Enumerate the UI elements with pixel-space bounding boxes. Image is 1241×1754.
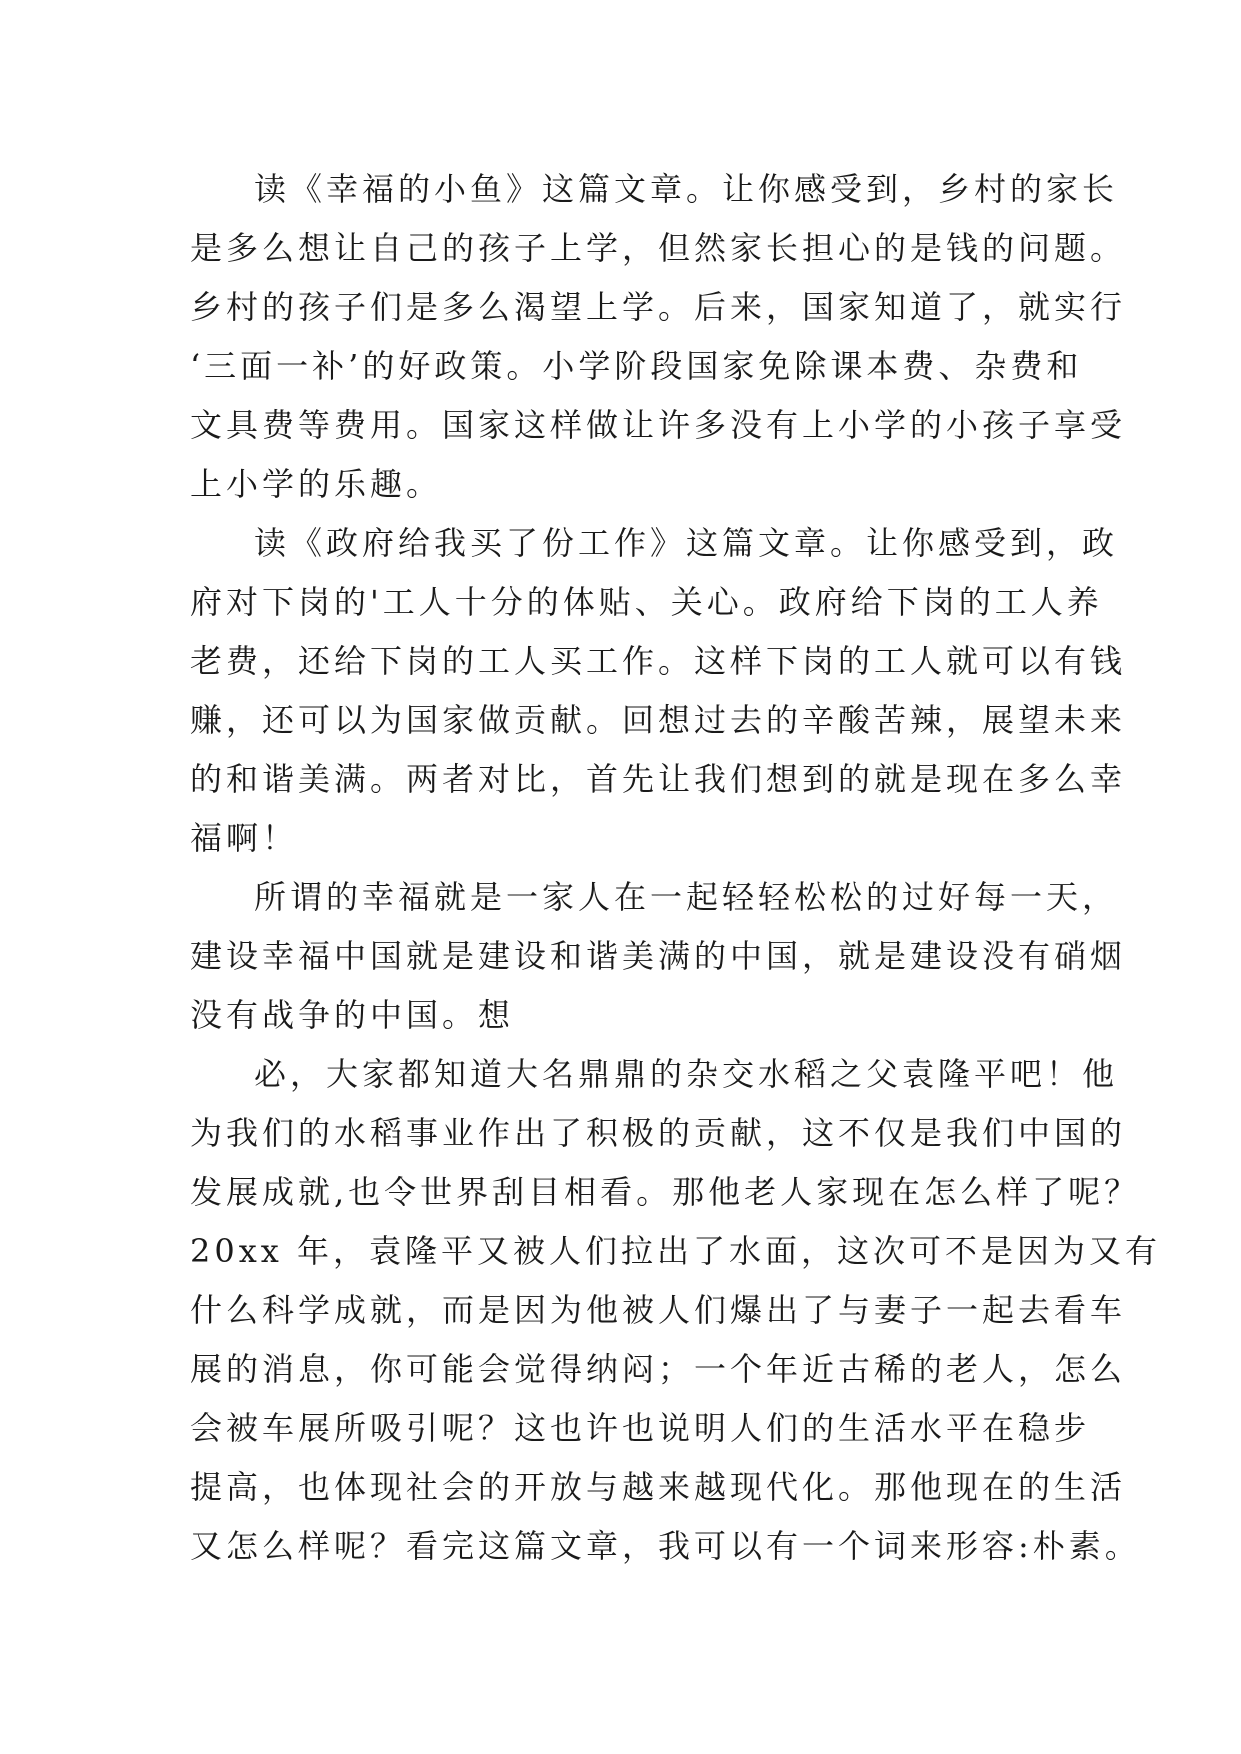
paragraph-4 — [190, 1045, 1161, 1576]
text-line: 建设幸福中国就是建设和谐美满的中国，就是建设没有硝烟 — [190, 937, 1127, 975]
text-line: 必，大家都知道大名鼎鼎的杂交水稻之父袁隆平吧！他 — [254, 1055, 1119, 1093]
text-line: 乡村的孩子们是多么渴望上学。后来，国家知道了，就实行 — [190, 288, 1127, 326]
text-line: 的和谐美满。两者对比，首先让我们想到的就是现在多么幸 — [190, 760, 1127, 798]
text-line: 提高，也体现社会的开放与越来越现代化。那他现在的生活 — [190, 1468, 1127, 1506]
text-line: 老费，还给下岗的工人买工作。这样下岗的工人就可以有钱 — [190, 642, 1127, 680]
text-line: 发展成就,也令世界刮目相看。那他老人家现在怎么样了呢？ — [190, 1173, 1141, 1211]
text-line: 会被车展所吸引呢？这也许也说明人们的生活水平在稳步 — [190, 1409, 1091, 1447]
text-line: 为我们的水稻事业作出了积极的贡献，这不仅是我们中国的 — [190, 1114, 1127, 1152]
text-line: 福啊！ — [190, 819, 299, 857]
text-line: 20xx 年，袁隆平又被人们拉出了水面，这次可不是因为又有 — [190, 1232, 1161, 1270]
text-line: 是多么想让自己的孩子上学，但然家长担心的是钱的问题。 — [190, 229, 1127, 267]
text-line: ‘三面一补’的好政策。小学阶段国家免除课本费、杂费和 — [190, 347, 1083, 385]
text-line: 上小学的乐趣。 — [190, 465, 443, 503]
text-line: 文具费等费用。国家这样做让许多没有上小学的小孩子享受 — [190, 406, 1127, 444]
text-line: 府对下岗的'工人十分的体贴、关心。政府给下岗的工人养 — [190, 583, 1103, 621]
text-line: 什么科学成就，而是因为他被人们爆出了与妻子一起去看车 — [190, 1291, 1127, 1329]
paragraph-3 — [190, 868, 1127, 1045]
text-line: 又怎么样呢？看完这篇文章，我可以有一个词来形容:朴素。 — [190, 1527, 1141, 1565]
text-line: 读《幸福的小鱼》这篇文章。让你感受到，乡村的家长 — [254, 170, 1119, 208]
text-line: 展的消息，你可能会觉得纳闷；一个年近古稀的老人，怎么 — [190, 1350, 1127, 1388]
document-body — [190, 160, 1161, 1576]
text-line: 所谓的幸福就是一家人在一起轻轻松松的过好每一天， — [254, 878, 1119, 916]
text-line: 没有战争的中国。想 — [190, 996, 515, 1034]
text-line: 读《政府给我买了份工作》这篇文章。让你感受到，政 — [254, 524, 1119, 562]
paragraph-1 — [190, 160, 1127, 514]
text-line: 赚，还可以为国家做贡献。回想过去的辛酸苦辣，展望未来 — [190, 701, 1127, 739]
paragraph-2 — [190, 514, 1127, 868]
